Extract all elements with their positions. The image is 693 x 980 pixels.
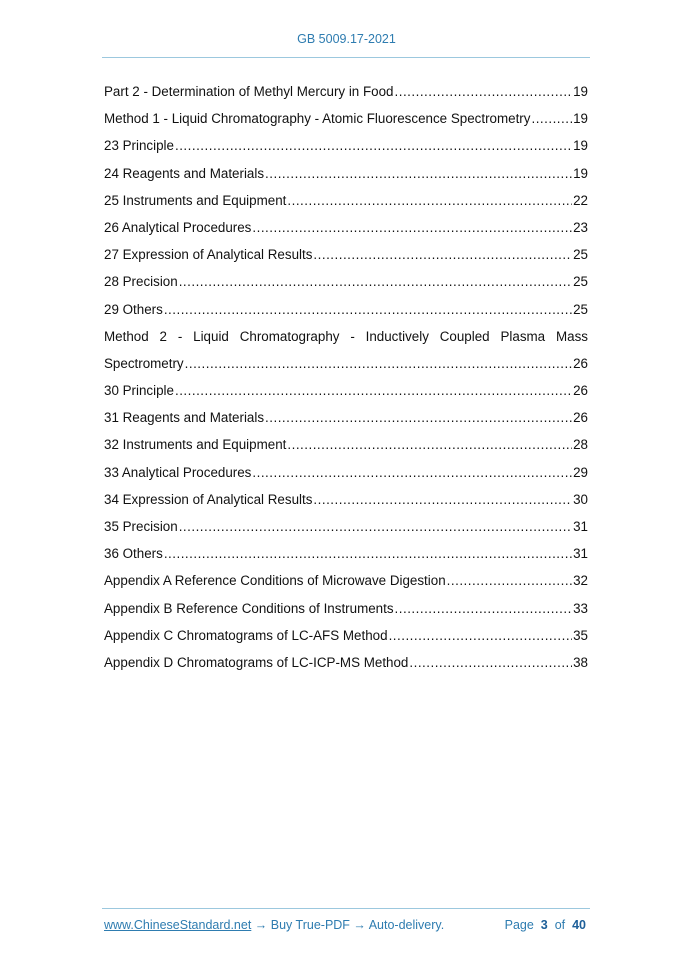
- toc-word: 2: [159, 328, 167, 344]
- toc-page: 22: [573, 192, 588, 208]
- dot-leader: [531, 110, 572, 128]
- toc-entry[interactable]: [104, 491, 588, 518]
- toc-entry[interactable]: [104, 219, 588, 246]
- toc-word: Liquid: [193, 328, 229, 344]
- dot-leader: [389, 627, 573, 645]
- toc-page: 26: [573, 383, 588, 399]
- toc-word: Method: [104, 328, 149, 344]
- dot-leader: [175, 137, 572, 155]
- toc-label: Appendix C Chromatograms of LC-AFS Method: [104, 627, 388, 643]
- dot-leader: [179, 518, 572, 536]
- toc-page: 19: [573, 84, 588, 99]
- toc-label: Part 2 - Determination of Methyl Mercury in Food: [104, 84, 394, 99]
- toc-entry[interactable]: [104, 436, 588, 463]
- toc-page: 28: [573, 437, 588, 453]
- toc-label: Appendix D Chromatograms of LC-ICP-MS Method: [104, 654, 409, 670]
- toc-page: 33: [573, 600, 588, 616]
- toc-label: Spectrometry: [104, 355, 184, 371]
- toc-label: 34 Expression of Analytical Results: [104, 491, 313, 507]
- header-divider: [102, 57, 590, 58]
- toc-label: Method 1 - Liquid Chromatography - Atomic Fluorescence Spectrometry: [104, 111, 531, 127]
- toc-entry[interactable]: [104, 518, 588, 545]
- dot-leader: [313, 246, 572, 264]
- dot-leader: [252, 464, 572, 482]
- toc-entry[interactable]: [104, 572, 588, 599]
- toc-page: 26: [573, 355, 588, 371]
- toc-page: 32: [573, 573, 588, 589]
- toc-label: 28 Precision: [104, 274, 178, 290]
- toc-entry[interactable]: [104, 464, 588, 491]
- toc-page: 31: [573, 519, 588, 534]
- toc-label: Appendix A Reference Conditions of Microwave Digestion: [104, 573, 446, 589]
- dot-leader: [265, 165, 572, 183]
- toc-label: 33 Analytical Procedures: [104, 464, 252, 480]
- dot-leader: [395, 600, 573, 618]
- table-of-contents: [104, 83, 588, 681]
- toc-label: Appendix B Reference Conditions of Instruments: [104, 600, 394, 616]
- toc-word: Chromatography: [239, 328, 340, 344]
- toc-word: Mass: [555, 328, 588, 344]
- toc-entry[interactable]: [104, 382, 588, 409]
- dot-leader: [313, 491, 572, 509]
- toc-entry-method-2-cont[interactable]: [104, 355, 588, 382]
- toc-entry-method-2[interactable]: [104, 328, 588, 355]
- header-title: GB 5009.17-2021: [297, 32, 396, 46]
- toc-page: 31: [573, 546, 588, 562]
- toc-entry[interactable]: [104, 83, 588, 110]
- footer-divider: [102, 908, 590, 909]
- toc-word: Coupled: [439, 328, 490, 344]
- toc-entry[interactable]: [104, 545, 588, 572]
- dot-leader: [287, 436, 572, 454]
- toc-label: 30 Principle: [104, 383, 174, 399]
- toc-label: 27 Expression of Analytical Results: [104, 247, 313, 263]
- toc-page: 35: [573, 627, 588, 643]
- page-indicator: Page 3 of 40: [504, 918, 586, 932]
- toc-entry[interactable]: [104, 409, 588, 436]
- toc-page: 25: [573, 301, 588, 317]
- toc-page: 38: [573, 654, 588, 670]
- toc-word: -: [350, 328, 355, 344]
- toc-word: -: [177, 328, 183, 344]
- toc-entry[interactable]: [104, 246, 588, 273]
- toc-page: 19: [573, 138, 588, 154]
- toc-page: 30: [573, 491, 588, 507]
- dot-leader: [447, 572, 572, 590]
- toc-page: 29: [573, 464, 588, 480]
- dot-leader: [265, 409, 572, 427]
- footer-tagline: → Buy True-PDF → Auto-delivery.: [251, 918, 445, 932]
- dot-leader: [185, 355, 572, 373]
- toc-page: 19: [573, 111, 588, 127]
- toc-word: Inductively: [365, 328, 429, 344]
- toc-label: 25 Instruments and Equipment: [104, 192, 287, 208]
- toc-entry[interactable]: [104, 627, 588, 654]
- dot-leader: [164, 301, 572, 319]
- toc-label: 29 Others: [104, 301, 163, 317]
- toc-label: 36 Others: [104, 546, 163, 562]
- website-link[interactable]: www.ChineseStandard.net: [104, 918, 252, 932]
- dot-leader: [175, 382, 572, 400]
- toc-word: Plasma: [500, 328, 546, 344]
- toc-entry[interactable]: [104, 600, 588, 627]
- dot-leader: [252, 219, 572, 237]
- dot-leader: [164, 545, 572, 563]
- toc-entry[interactable]: [104, 654, 588, 681]
- toc-entry[interactable]: [104, 301, 588, 328]
- dot-leader: [409, 654, 572, 672]
- toc-entry[interactable]: [104, 137, 588, 164]
- toc-page: 25: [573, 274, 588, 290]
- toc-page: 26: [573, 410, 588, 426]
- toc-entry[interactable]: [104, 192, 588, 219]
- footer: [104, 918, 586, 932]
- toc-page: 25: [573, 247, 588, 263]
- dot-leader: [395, 83, 573, 101]
- dot-leader: [287, 192, 572, 210]
- toc-label: 24 Reagents and Materials: [104, 165, 265, 181]
- toc-label: 26 Analytical Procedures: [104, 219, 252, 235]
- toc-label: 23 Principle: [104, 138, 174, 154]
- toc-label: 32 Instruments and Equipment: [104, 437, 287, 453]
- toc-page: 19: [573, 165, 588, 181]
- toc-label: 31 Reagents and Materials: [104, 410, 265, 426]
- toc-entry[interactable]: [104, 273, 588, 300]
- toc-label: 35 Precision: [104, 519, 178, 534]
- toc-page: 23: [573, 219, 588, 235]
- toc-entry[interactable]: [104, 110, 588, 137]
- toc-entry[interactable]: [104, 165, 588, 192]
- dot-leader: [179, 273, 572, 291]
